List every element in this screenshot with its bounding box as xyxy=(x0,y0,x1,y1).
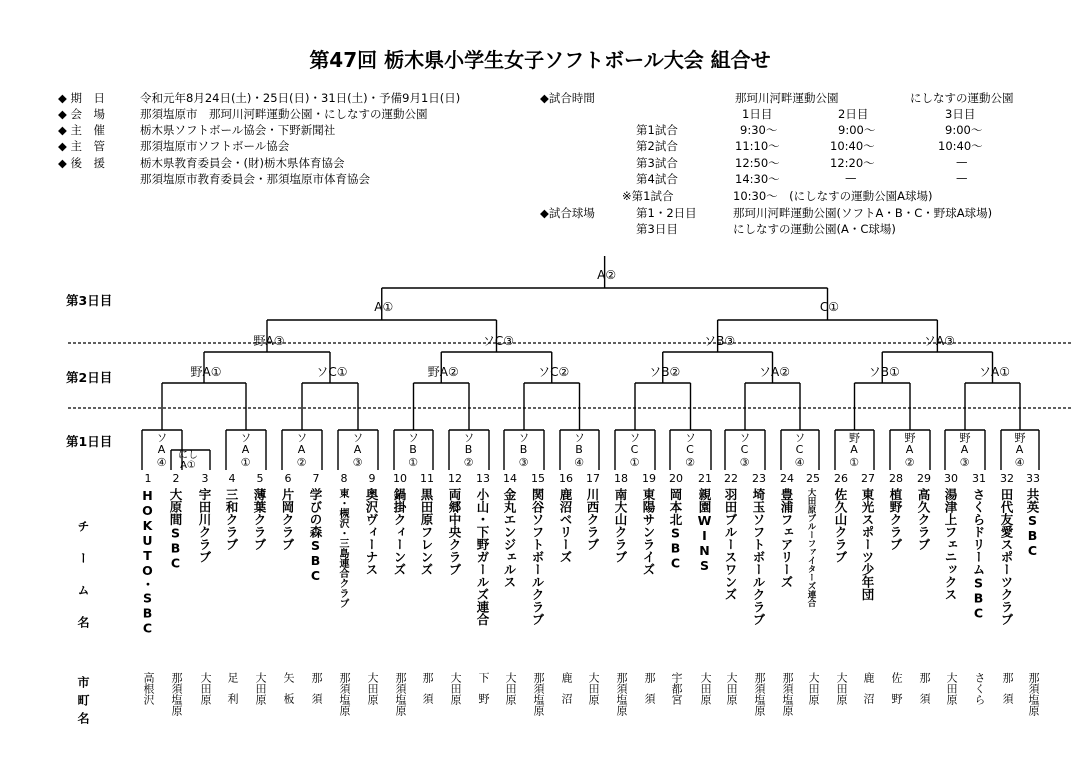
page-title: 第47回 栃木県小学生女子ソフトボール大会 組合せ xyxy=(309,48,771,72)
team-city: 那須 xyxy=(310,672,323,714)
round2-code: ソB② xyxy=(649,365,681,379)
team-name: 佐久山クラブ xyxy=(833,488,848,563)
team-name: 東光スポーツ少年団 xyxy=(860,488,875,601)
round1-code: ソA① xyxy=(239,432,252,469)
team-name: 埼玉ソフトボールクラブ xyxy=(751,488,766,626)
team-city: 鹿沼 xyxy=(560,672,573,714)
team-name: さくらドリームSBC xyxy=(971,488,986,621)
team-city: 那須 xyxy=(1001,672,1014,714)
team-city: 那須 xyxy=(918,672,931,714)
team-number: 10 xyxy=(393,472,407,485)
team-city: さくら xyxy=(973,672,986,705)
team-name: 豊浦フェアリーズ xyxy=(779,488,794,588)
team-number: 23 xyxy=(752,472,766,485)
team-city: 高根沢 xyxy=(142,672,155,705)
schedule-row-label: 第4試合 xyxy=(636,172,678,186)
team-number: 24 xyxy=(780,472,794,485)
team-name: 薄葉クラブ xyxy=(252,488,267,551)
team-number: 18 xyxy=(614,472,628,485)
team-city: 宇都宮 xyxy=(670,672,683,705)
day-1-row-label: 第1日目 xyxy=(66,434,113,449)
team-city: 佐野 xyxy=(890,672,903,714)
round1-code: 野A④ xyxy=(1013,432,1026,469)
quarterfinal-code: ソB③ xyxy=(704,334,736,348)
team-city: 大田原 xyxy=(835,672,848,705)
round1-code: ソC④ xyxy=(793,432,806,469)
venue-b-label: にしなすの運動公園 xyxy=(910,91,1014,105)
schedule-heading: ◆試合時間 xyxy=(540,91,595,105)
day-3-row-label: 第3日目 xyxy=(66,293,113,308)
info-value-organizer: 栃木県ソフトボール協会・下野新聞社 xyxy=(140,123,336,137)
round2-code: ソA① xyxy=(979,365,1010,379)
round1-code: ソC① xyxy=(628,432,641,469)
team-name: 黒田原フレンズ xyxy=(419,488,434,576)
semifinal-code: A① xyxy=(374,300,394,314)
team-name: 三和クラブ xyxy=(224,488,239,551)
quarterfinal-code: 野A③ xyxy=(253,334,285,348)
team-number: 13 xyxy=(476,472,490,485)
team-number: 27 xyxy=(861,472,875,485)
schedule-note-value: 10:30〜 (にしなすの運動公園A球場) xyxy=(733,189,933,203)
team-number: 30 xyxy=(944,472,958,485)
venue-a-label: 那珂川河畔運動公園 xyxy=(735,91,839,105)
team-name: 鹿沼ベリーズ xyxy=(558,488,573,563)
team-city: 那須 xyxy=(643,672,656,714)
team-name: 鍋掛クィーンズ xyxy=(392,488,407,576)
day-1-label: 1日目 xyxy=(742,107,773,121)
schedule-time: 12:50〜 xyxy=(735,156,780,170)
team-name: 両郷中央クラブ xyxy=(447,488,462,576)
team-city: 大田原 xyxy=(725,672,738,705)
schedule-time: 10:40〜 xyxy=(830,139,875,153)
round1-code: ソB② xyxy=(462,432,475,469)
team-number: 21 xyxy=(698,472,712,485)
venue-row-value: にしなすの運動公園(A・C球場) xyxy=(733,222,896,236)
schedule-time: 9:30〜 xyxy=(740,123,778,137)
schedule-row-label: 第2試合 xyxy=(636,139,678,153)
round1-code: 野A③ xyxy=(958,432,971,469)
team-name: 学びの森SBC xyxy=(308,488,323,583)
team-number: 11 xyxy=(420,472,434,485)
team-name: 関谷ソフトボールクラブ xyxy=(530,488,545,626)
schedule-time: — xyxy=(845,171,857,185)
team-city: 大田原 xyxy=(199,672,212,705)
round2-code: 野A① xyxy=(190,365,222,379)
info-label-date: ◆ 期 日 xyxy=(58,91,105,105)
round2-code: 野A② xyxy=(427,365,459,379)
round1-code: ソB③ xyxy=(517,432,530,469)
team-city: 大田原 xyxy=(449,672,462,705)
info-label-manager: ◆ 主 管 xyxy=(58,139,105,153)
round1-code: ソA② xyxy=(295,432,308,469)
team-city: 那須塩原 xyxy=(394,672,407,716)
info-value-support: 栃木県教育委員会・(財)栃木県体育協会 xyxy=(140,156,345,170)
info-value-date: 令和元年8月24日(土)・25日(日)・31日(土)・予備9月1日(日) xyxy=(140,91,461,105)
round1-code: ソC② xyxy=(683,432,697,469)
schedule-time: 11:10〜 xyxy=(735,139,780,153)
team-name: 川西クラブ xyxy=(585,488,600,551)
team-name: 南大山クラブ xyxy=(613,488,628,563)
team-name: 親園WINS xyxy=(697,488,712,573)
team-number: 6 xyxy=(284,472,292,485)
info-label-venue: ◆ 会 場 xyxy=(58,107,105,121)
team-number: 20 xyxy=(669,472,683,485)
team-number: 4 xyxy=(228,472,236,485)
team-number: 15 xyxy=(531,472,545,485)
team-name: 湯津上フェニックス xyxy=(943,488,958,601)
team-number: 2 xyxy=(172,472,180,485)
info-label-support: ◆ 後 援 xyxy=(58,156,105,170)
team-city: 大田原 xyxy=(504,672,517,705)
team-number: 25 xyxy=(806,472,820,485)
team-name: 片岡クラブ xyxy=(280,488,295,551)
team-city: 鹿沼 xyxy=(862,672,875,714)
round2-code: ソC② xyxy=(538,365,570,379)
team-number: 17 xyxy=(586,472,600,485)
team-city: 大田原 xyxy=(945,672,958,705)
venue-row-label: 第1・2日目 xyxy=(636,206,697,220)
team-city: 大田原 xyxy=(807,672,820,705)
team-name: 奥沢ヴィーナス xyxy=(364,488,379,576)
schedule-time: — xyxy=(956,171,968,185)
team-name: 高久クラブ xyxy=(916,488,931,551)
schedule-time: 9:00〜 xyxy=(838,123,876,137)
info-label-organizer: ◆ 主 催 xyxy=(58,123,105,137)
team-name: HOKUTO・SBC xyxy=(140,488,155,636)
round2-code: ソB① xyxy=(868,365,900,379)
team-name: 植野クラブ xyxy=(888,488,903,551)
team-city: 那須塩原 xyxy=(338,672,351,716)
team-number: 14 xyxy=(503,472,517,485)
schedule-time: 10:40〜 xyxy=(938,139,983,153)
schedule-time: 14:30〜 xyxy=(735,172,780,186)
day-2-row-label: 第2日目 xyxy=(66,370,113,385)
team-number: 1 xyxy=(144,472,152,485)
team-city: 那須塩原 xyxy=(781,672,794,716)
team-city: 矢板 xyxy=(282,672,295,714)
team-number: 32 xyxy=(1000,472,1014,485)
team-number: 33 xyxy=(1026,472,1040,485)
team-city: 大田原 xyxy=(699,672,712,705)
team-city: 那須塩原 xyxy=(615,672,628,716)
team-name: 宇田川クラブ xyxy=(197,488,212,563)
schedule-time: 12:20〜 xyxy=(830,156,875,170)
schedule-note-label: ※第1試合 xyxy=(622,189,674,203)
quarterfinal-code: ソA③ xyxy=(923,334,955,348)
team-city: 大田原 xyxy=(587,672,600,705)
team-city: 足利 xyxy=(226,672,239,714)
team-number: 26 xyxy=(834,472,848,485)
team-number: 5 xyxy=(256,472,264,485)
team-number: 8 xyxy=(340,472,348,485)
day-3-label: 3日目 xyxy=(945,107,976,121)
info-value-venue: 那須塩原市 那珂川河畔運動公園・にしなすの運動公園 xyxy=(140,107,428,121)
team-name: 小山・下野ガールズ連合 xyxy=(475,488,490,626)
info-value-manager: 那須塩原市ソフトボール協会 xyxy=(140,139,290,153)
round1-code: ソA④ xyxy=(155,432,168,469)
round1-code: ソB④ xyxy=(572,432,586,469)
team-number: 19 xyxy=(642,472,656,485)
team-city: 那須塩原 xyxy=(170,672,183,716)
day-2-label: 2日目 xyxy=(838,107,869,121)
schedule-time: — xyxy=(956,155,968,169)
schedule-row-label: 第1試合 xyxy=(636,123,678,137)
team-name: 東・槻沢・三島連合クラブ xyxy=(337,488,348,608)
team-name: 東陽サンライズ xyxy=(641,488,656,576)
team-name: 金丸エンジェルス xyxy=(502,488,517,588)
round2-code: ソA② xyxy=(759,365,790,379)
team-name: 田代友愛スポーツクラブ xyxy=(999,488,1014,626)
round1-code: ソA③ xyxy=(351,432,364,469)
team-name: 羽田ブルースワンズ xyxy=(723,488,738,601)
team-city: 大田原 xyxy=(366,672,379,705)
team-number: 22 xyxy=(724,472,738,485)
team-name: 共英SBC xyxy=(1025,488,1040,558)
team-name: 岡本北SBC xyxy=(668,488,683,571)
team-number: 29 xyxy=(917,472,931,485)
team-city: 下野 xyxy=(477,672,490,714)
team-number: 16 xyxy=(559,472,573,485)
venue-row-value: 那珂川河畔運動公園(ソフトA・B・C・野球A球場) xyxy=(733,206,993,220)
team-number: 3 xyxy=(201,472,209,485)
team-number: 31 xyxy=(972,472,986,485)
final-code: A② xyxy=(597,268,617,282)
team-number: 12 xyxy=(448,472,462,485)
schedule-row-label: 第3試合 xyxy=(636,156,678,170)
team-number: 9 xyxy=(368,472,376,485)
team-city: 大田原 xyxy=(254,672,267,705)
team-city: 那須 xyxy=(421,672,434,714)
venue-row-label: 第3日目 xyxy=(636,222,678,236)
team-number: 7 xyxy=(312,472,320,485)
round1-code: 野A② xyxy=(903,432,916,469)
round1-code: 野A① xyxy=(847,432,861,469)
venue-heading: ◆試合球場 xyxy=(540,206,595,220)
team-city: 那須塩原 xyxy=(753,672,766,716)
semifinal-code: C① xyxy=(819,300,840,314)
round1-code: ソC③ xyxy=(738,432,751,469)
team-city: 那須塩原 xyxy=(1027,672,1040,716)
city-side-label: 市町名 xyxy=(76,676,90,730)
team-number: 28 xyxy=(889,472,903,485)
info-value-support-2: 那須塩原市教育委員会・那須塩原市体育協会 xyxy=(140,172,370,186)
schedule-time: 9:00〜 xyxy=(945,123,983,137)
team-name: 大原間SBC xyxy=(168,488,183,571)
round2-code: ソC① xyxy=(316,365,348,379)
prelim-code: にしA① xyxy=(178,450,198,471)
quarterfinal-code: ソC③ xyxy=(482,334,515,348)
team-city: 那須塩原 xyxy=(532,672,545,716)
round1-code: ソB① xyxy=(406,432,420,469)
team-name-side-label: チーム名 xyxy=(76,520,90,648)
team-name: 大田原ブルーファイターズ連合 xyxy=(806,488,816,607)
